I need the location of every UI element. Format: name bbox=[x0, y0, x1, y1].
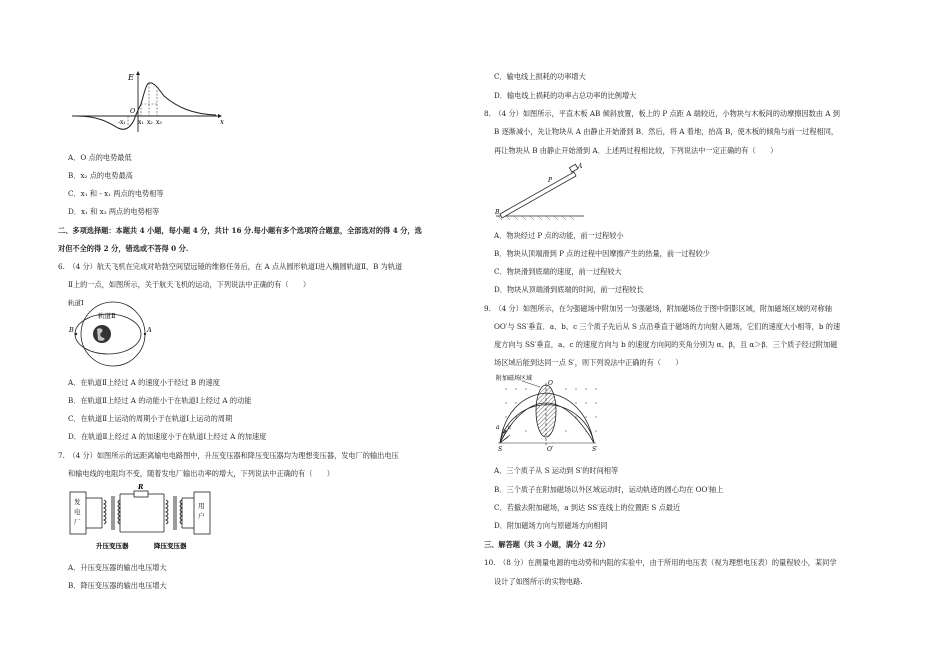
svg-text:厂: 厂 bbox=[74, 518, 81, 526]
q9-stem-cont1: OO′与 SS′垂直．a、b、c 三个质子先后从 S 点沿垂直于磁场的方向射入磁场，它们的速度大小相等，b 的速 bbox=[494, 322, 841, 331]
q7-stem: 7. （4 分）如图所示的远距离输电电路图中，升压变压器和降压变压器均为理想变压器，发电厂的输出电压 bbox=[58, 451, 399, 460]
q8-option-a: A．物块经过 P 点的动能，前一过程较小 bbox=[494, 231, 624, 240]
q5-option-d: D．x₁ 和 x₃ 两点的电势相等 bbox=[68, 207, 160, 216]
graph-axis-x-label: x bbox=[220, 118, 224, 126]
label-s: S bbox=[498, 446, 503, 453]
q5-option-c: C．x₁ 和 - x₁ 两点的电势相等 bbox=[68, 189, 164, 198]
q6-stem-cont: Ⅱ上的一点，如图所示，关于航天飞机的运动，下列说法中正确的有（ ） bbox=[68, 280, 311, 289]
q10-stem-cont: 设计了如图所示的实物电路. bbox=[494, 577, 583, 586]
q8-option-c: C．物块滑到底端的速度，前一过程较大 bbox=[494, 267, 622, 276]
orbit1-label: 轨道Ⅰ bbox=[68, 299, 84, 307]
graph-neg-x1-label: -x₁ bbox=[118, 119, 126, 126]
section3-heading: 三、解答题（共 3 小题，满分 42 分） bbox=[484, 540, 610, 549]
svg-text:电: 电 bbox=[74, 508, 81, 516]
graph-origin-label: O bbox=[130, 107, 136, 115]
q8-stem: 8. （4 分）如图所示，平直木板 AB 倾斜放置，板上的 P 点距 A 端较近，小物块与木板间的动摩擦因数由 A 到 bbox=[484, 109, 840, 118]
q7-option-c: C．输电线上损耗的功率增大 bbox=[494, 72, 586, 81]
graph-x1-label: x₁ bbox=[138, 119, 144, 126]
inclined-board-figure bbox=[494, 162, 586, 222]
q7-option-b: B．降压变压器的输出电压增大 bbox=[68, 581, 167, 590]
q6-option-a: A．在轨道Ⅱ上经过 A 的速度小于经过 B 的速度 bbox=[68, 378, 220, 387]
graph-x2-label: x₂ bbox=[147, 119, 153, 126]
q10-stem: 10. （8 分）在测量电源的电动势和内阻的实验中，由于所用的电压表（视为理想电压表）的量程较小，某同学 bbox=[484, 558, 837, 567]
label-c: c bbox=[508, 424, 512, 431]
q9-option-a: A．三个质子从 S 运动到 S′的时间相等 bbox=[494, 466, 619, 475]
resistor-r-label: R bbox=[138, 484, 144, 491]
graph-axis-e-label: E bbox=[128, 73, 134, 82]
q8-option-b: B．物块从顶端滑到 P 点的过程中因摩擦产生的热量，前一过程较少 bbox=[494, 249, 710, 258]
label-b: b bbox=[502, 428, 506, 435]
q9-option-b: B．三个质子在附加磁场以外区域运动时，运动轨迹的圆心均在 OO′轴上 bbox=[494, 485, 724, 494]
orbit2-label: 轨道Ⅱ bbox=[98, 312, 116, 320]
board-point-b-label: B bbox=[495, 209, 500, 216]
step-up-transformer-label: 升压变压器 bbox=[96, 542, 129, 550]
graph-x3-label: x₃ bbox=[156, 119, 162, 126]
e-x-graph-figure bbox=[68, 70, 228, 134]
board-point-a-label: A bbox=[578, 163, 583, 170]
q8-stem-cont2: 再让物块从 B 由静止开始滑到 A．上述两过程相比较，下列说法中一定正确的有（ ） bbox=[494, 146, 778, 155]
transmission-circuit-figure bbox=[68, 484, 228, 552]
q7-stem-cont: 和输电线的电阻均不变，随着发电厂输出功率的增大，下列说法中正确的有（ ） bbox=[68, 469, 334, 478]
q7-option-a: A．升压变压器的输出电压增大 bbox=[68, 563, 167, 572]
power-plant-label: 发 bbox=[74, 498, 81, 506]
label-s-prime: S′ bbox=[592, 446, 598, 453]
section2-heading: 二、多项选择题：本题共 4 小题，每小题 4 分，共计 16 分.每小题有多个选项符合题意，全部选对的得 4 分，选 bbox=[58, 226, 422, 235]
q9-stem-cont2: 度方向与 SS′垂直，a、c 的速度方向与 b 的速度方向间的夹角分别为 α、β，且 α＞β．三个质子经过附加磁 bbox=[494, 340, 838, 349]
svg-text:户: 户 bbox=[198, 512, 205, 520]
q9-option-c: C．若撤去附加磁场，a 到达 SS′连线上的位置距 S 点最近 bbox=[494, 503, 681, 512]
q6-option-d: D．在轨道Ⅱ上经过 A 的加速度小于在轨道Ⅰ上经过 A 的加速度 bbox=[68, 432, 267, 441]
point-b-label: B bbox=[69, 326, 74, 334]
q6-option-b: B．在轨道Ⅱ上经过 A 的动能小于在轨道Ⅰ上经过 A 的动能 bbox=[68, 396, 252, 405]
step-down-transformer-label: 降压变压器 bbox=[154, 542, 187, 550]
q8-stem-cont1: B 逐渐减小，先让物块从 A 由静止开始滑到 B．然后，将 A 着地，抬高 B，使木板的倾角与前一过程相同， bbox=[494, 127, 839, 136]
label-a: a bbox=[496, 424, 500, 431]
q8-option-d: D．物块从顶端滑到底端的时间，前一过程较长 bbox=[494, 285, 644, 294]
point-a-label: A bbox=[147, 326, 152, 334]
q5-option-a: A．O 点的电势最低 bbox=[68, 153, 132, 162]
q9-stem-cont3: 场区域后能到达同一点 S′，则下列说法中正确的有（ ） bbox=[494, 358, 683, 367]
q5-option-b: B．x₂ 点的电势最高 bbox=[68, 171, 133, 180]
label-o: O bbox=[548, 380, 553, 387]
label-o-prime: O′ bbox=[547, 446, 554, 453]
q7-option-d: D．输电线上损耗的功率占总功率的比例增大 bbox=[494, 91, 637, 100]
orbit-figure bbox=[68, 296, 168, 368]
user-label: 用 bbox=[198, 502, 205, 510]
q9-stem: 9. （4 分）如图所示，在匀强磁场中附加另一匀强磁场，附加磁场位于图中阴影区域，附加磁场区域的对称轴 bbox=[484, 304, 832, 313]
section2-heading-cont: 对但不全的得 2 分，错选或不答得 0 分. bbox=[58, 244, 189, 253]
board-point-p-label: P bbox=[548, 177, 553, 184]
q6-stem: 6. （4 分）航天飞机在完成对哈勃空间望远镜的维修任务后，在 A 点从圆形轨道Ⅰ进入椭圆轨道Ⅱ，B 为轨道 bbox=[58, 262, 403, 271]
extra-field-title: 附加磁场区域 bbox=[496, 375, 533, 382]
magnetic-field-figure bbox=[492, 373, 622, 453]
q9-option-d: D．附加磁场方向与原磁场方向相同 bbox=[494, 521, 608, 530]
q6-option-c: C．在轨道Ⅱ上运动的周期小于在轨道Ⅰ上运动的周期 bbox=[68, 414, 233, 423]
